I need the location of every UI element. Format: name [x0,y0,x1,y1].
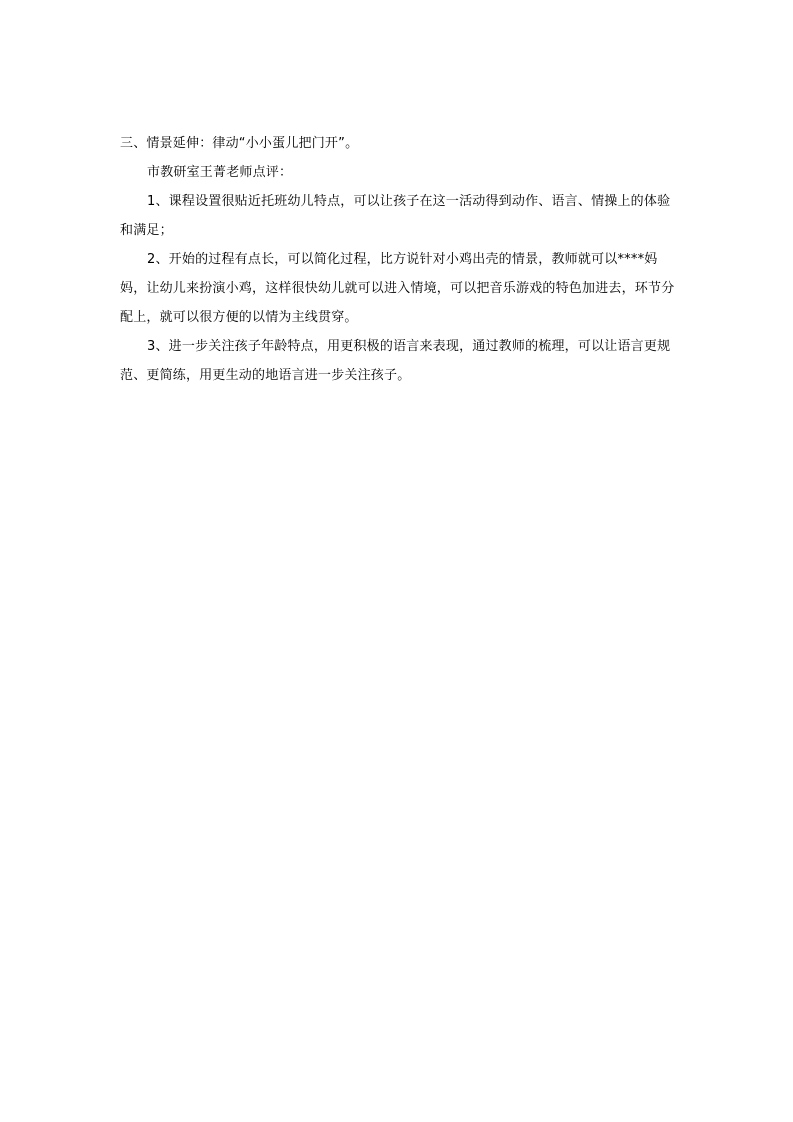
comment-item-1-line-1: 1、课程设置很贴近托班幼儿特点，可以让孩子在这一活动得到动作、语言、情操上的体验 [147,194,671,209]
comment-item-2-line-1: 2、开始的过程有点长，可以简化过程，比方说针对小鸡出壳的情景，教师就可以****妈 [147,252,658,267]
document-body [120,129,680,390]
comment-item-2-line-3: 配上，就可以很方便的以情为主线贯穿。 [120,310,358,325]
comment-item-2-line-2: 妈，让幼儿来扮演小鸡，这样很快幼儿就可以进入情境，可以把音乐游戏的特色加进去，环节分 [120,281,675,296]
comment-heading: 市教研室王菁老师点评： [147,165,293,180]
section-heading-extension: 三、情景延伸：律动“小小蛋儿把门开”。 [120,136,359,151]
comment-item-3-line-1: 3、进一步关注孩子年龄特点，用更积极的语言来表现，通过教师的梳理，可以让语言更规 [147,339,671,354]
comment-item-3-line-2: 范、更简练，用更生动的地语言进一步关注孩子。 [120,368,411,383]
comment-item-1-line-2: 和满足； [120,223,173,238]
